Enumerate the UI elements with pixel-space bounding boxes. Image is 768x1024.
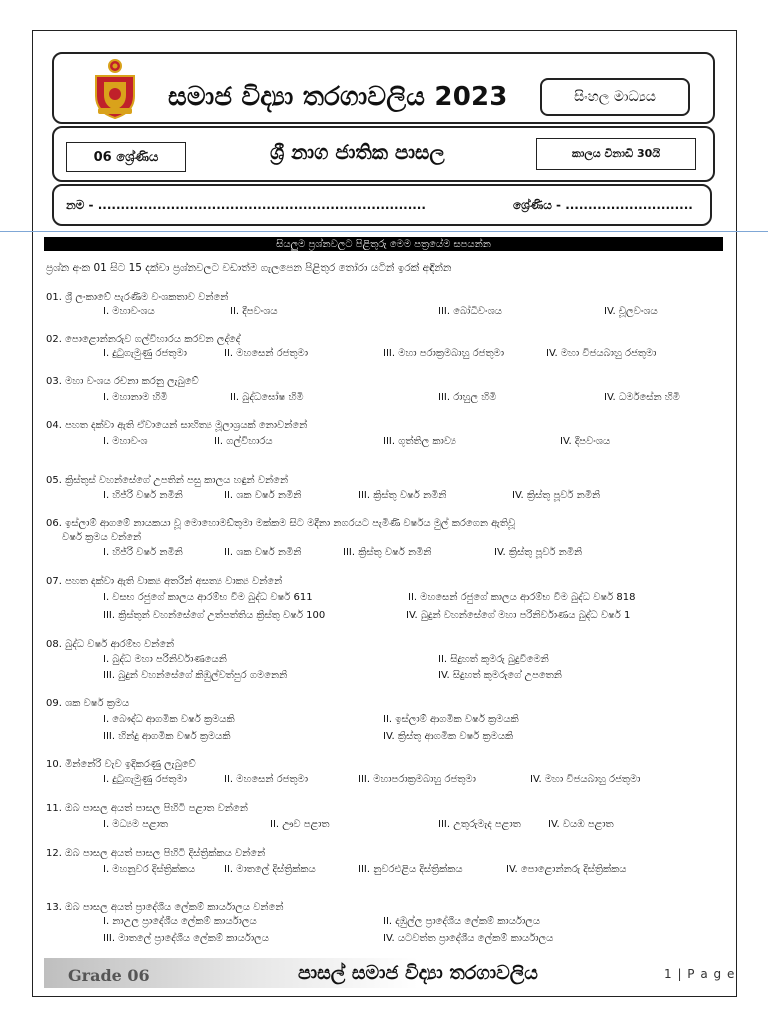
question-13: 13. ඔබ පාසල අයත් ප්‍රාදේශීය ලේකම් කාර්යාලය වන්නේ xyxy=(46,902,284,913)
option[interactable]: I. මහනුවර දිස්ත්‍රික්කය xyxy=(103,864,196,875)
option[interactable]: IV. ධර්මසේන හිමි xyxy=(604,392,680,403)
option[interactable]: I. නාඋල ප්‍රාදේශීය ලේකම් කාර්යාලය xyxy=(103,916,257,927)
option[interactable]: I. දුටුගැමුණු රජතුමා xyxy=(103,774,187,785)
option[interactable]: I. දුටුගැමුණු රජතුමා xyxy=(103,348,187,359)
option[interactable]: III. මහා පරාක්‍රමබාහු රජතුමා xyxy=(383,348,505,359)
option[interactable]: III. උතුරුමැද පළාත xyxy=(438,819,521,830)
option[interactable]: III. ක්‍රිස්තු වර්ෂ නමිනි xyxy=(358,490,447,501)
option[interactable]: IV. මහා විජයබාහු රජතුමා xyxy=(546,348,657,359)
option[interactable]: I. බෞද්ධ ආගමික වර්ෂ ක්‍රමයකි xyxy=(103,714,235,725)
option[interactable]: II. දඹුල්ල ප්‍රාදේශීය ලේකම් කාර්යාලය xyxy=(383,916,541,927)
grade-label: 06 ශ්‍රේණිය xyxy=(66,142,186,172)
option[interactable]: II. සිදුහත් කුමරු බුදුවීමෙනි xyxy=(438,654,549,665)
option[interactable]: III. රාහුල හිමි xyxy=(438,392,497,403)
question-02: 02. පොළොන්නරුව ගල්විහාරය කරවන ලද්දේ xyxy=(46,334,241,345)
question-10: 10. මින්නේරි වැව ඉදිකරණු ලැබුවේ xyxy=(46,759,196,770)
option[interactable]: III. ක්‍රිස්තුන් වහන්සේගේ උත්පත්තිය ක්‍රිස්තු වර්ෂ 100 xyxy=(103,610,326,621)
time-label: කාලය විනාඩි 30යි xyxy=(536,138,696,170)
option[interactable]: III. නුවරඑළිය දිස්ත්‍රික්කය xyxy=(358,864,463,875)
question-05: 05. ක්‍රිස්තුස් වහන්සේගේ උපතින් පසු කාලය හඳුන් වන්නේ xyxy=(46,475,289,486)
option[interactable]: III. ක්‍රිස්තු වර්ෂ නමිනි xyxy=(343,547,432,558)
option[interactable]: III. මහාපරාක්‍රමබාහු රජතුමා xyxy=(358,774,476,785)
option[interactable]: II. ඌව පළාත xyxy=(270,819,330,830)
paper-title: සමාජ විද්‍යා තරගාවලිය 2023 xyxy=(168,82,508,112)
option[interactable]: II. ඉස්ලාම් ආගමික වර්ෂ ක්‍රමයකි xyxy=(383,714,519,725)
option[interactable]: I. වසභ රජුගේ කාලය ආරම්භ වීම බුද්ධ වර්ෂ 611 xyxy=(103,592,313,603)
option[interactable]: IV. යටවත්ත ප්‍රාදේශීය ලේකම් කාර්යාලය xyxy=(383,933,554,944)
school-crest-logo xyxy=(88,58,142,120)
question-11: 11. ඔබ පාසල අයත් පාසල පිහිටි පළාත වන්නේ xyxy=(46,803,248,814)
name-field[interactable]: නම - ........................................................................ xyxy=(66,198,426,212)
option[interactable]: IV. බුදුන් වහන්සේගේ මහා පරිනිර්වාණය බුද්ධ වර්ෂ 1 xyxy=(406,610,631,621)
question-09: 09. ශක වර්ෂ ක්‍රමය xyxy=(46,698,130,709)
option[interactable]: I. හිජ්රි වර්ෂ නමිනි xyxy=(103,547,183,558)
option[interactable]: I. මහාවංශ xyxy=(103,436,148,447)
option[interactable]: IV. පොළොන්නරු දිස්ත්‍රික්කය xyxy=(506,864,627,875)
option[interactable]: IV. ක්‍රිස්තු පූර්ව නමිනි xyxy=(512,490,601,501)
school-name: ශ්‍රී නාග ජාතික පාසල xyxy=(270,140,445,164)
option[interactable]: II. ශක වර්ෂ නමිනි xyxy=(224,547,302,558)
option[interactable]: I. මධ්‍යම පළාත xyxy=(103,819,169,830)
question-06: 06. ඉස්ලාම් ආගමේ නායකයා වූ මොහොමඩ්තුමා මක්කම සිට මදීනා නගරයට පැමිණි වර්ෂය මුල් කරගෙන ඇතිවූ xyxy=(46,518,516,529)
option[interactable]: II. මහසෙන් රජතුමා xyxy=(224,774,309,785)
instruction-banner: සියලුම ප්‍රශ්නවලට පිළිතුරු මෙම පත්‍රයේම සපයන්න xyxy=(44,237,723,251)
option[interactable]: IV. සිදුහත් කුමරුගේ උපතෙනි xyxy=(438,670,562,681)
footer-title: පාසල් සමාජ විද්‍යා තරගාවලිය xyxy=(298,962,538,984)
question-01: 01. ශ්‍රී ලංකාවේ පැරණිම වංශකතාව වන්නේ xyxy=(46,292,229,303)
option[interactable]: II. ශක වර්ෂ නමිනි xyxy=(224,490,302,501)
medium-label: සිංහල මාධ්‍යය xyxy=(540,78,690,116)
option[interactable]: IV. මහා විජයබාහු රජතුමා xyxy=(530,774,641,785)
option[interactable]: IV. ක්‍රිස්තු පූර්ව නමිනි xyxy=(494,547,583,558)
question-08: 08. බුද්ධ වර්ෂ ආරම්භ වන්නේ xyxy=(46,639,175,650)
option[interactable]: IV. දීපවංශය xyxy=(560,436,611,447)
option[interactable]: III. බෝධිවංශය xyxy=(438,306,502,317)
option[interactable]: II. දීපවංශය xyxy=(230,306,278,317)
instruction-text: ප්‍රශ්න අංක 01 සිට 15 දක්වා ප්‍රශ්නවලට වඩාත්ම ගැලපෙන පිළිතුර තෝරා යටින් ඉරක් අඳින්න xyxy=(46,262,452,274)
grade-field[interactable]: ශ්‍රේණිය - ............................ xyxy=(513,198,693,212)
option[interactable]: I. මහානාම හිමි xyxy=(103,392,168,403)
option[interactable]: III. බුදුන් වහන්සේගේ කිඹුල්වත්පුර ගමනෙනි xyxy=(103,670,288,681)
option[interactable]: II. ගල්විහාරය xyxy=(214,436,273,447)
option[interactable]: II. බුද්ධඝෝෂ හිමි xyxy=(230,392,304,403)
option[interactable]: IV. වයඹ පළාත xyxy=(548,819,614,830)
question-04: 04. පහත දක්වා ඇති ඒවායෙන් සාහිත්‍ය මූලාශ්‍රයක් නොවන්නේ xyxy=(46,420,308,431)
option[interactable]: I. බුද්ධ මහා පරිනිර්වාණයෙනි xyxy=(103,654,227,665)
page-number: 1 | P a g e xyxy=(664,967,736,981)
question-03: 03. මහා වංශය රචනා කරනු ලැබුවේ xyxy=(46,376,199,387)
header-rule xyxy=(0,231,768,232)
option[interactable]: I. මහාවංශය xyxy=(103,306,155,317)
option[interactable]: II. මාතලේ දිස්ත්‍රික්කය xyxy=(224,864,316,875)
option[interactable]: II. මහසෙන් රජතුමා xyxy=(224,348,309,359)
question-06-continued: වර්ෂ ක්‍රමය වන්නේ xyxy=(62,532,142,543)
option[interactable]: I. හිජ්රි වර්ෂ නමිනි xyxy=(103,490,183,501)
option[interactable]: III. හින්දු ආගමික වර්ෂ ක්‍රමයකි xyxy=(103,731,231,742)
footer-grade: Grade 06 xyxy=(68,966,150,985)
option[interactable]: III. මාතලේ ප්‍රාදේශීය ලේකම් කාර්යාලය xyxy=(103,933,269,944)
question-07: 07. පහත දක්වා ඇති වාක්‍ය අතරින් අසත්‍ය වාක්‍ය වන්නේ xyxy=(46,576,283,587)
option[interactable]: II. මහසෙන් රජුගේ කාලය ආරම්භ වීම බුද්ධ වර්ෂ 818 xyxy=(408,592,636,603)
option[interactable]: IV. ක්‍රිස්තු ආගමික වර්ෂ ක්‍රමයකි xyxy=(383,731,514,742)
option[interactable]: III. ගුත්තිල කාව්‍ය xyxy=(383,436,456,447)
question-12: 12. ඔබ පාසල අයත් පාසල පිහිටි දිස්ත්‍රික්කය වන්නේ xyxy=(46,848,266,859)
option[interactable]: IV. චූලවංශය xyxy=(604,306,658,317)
